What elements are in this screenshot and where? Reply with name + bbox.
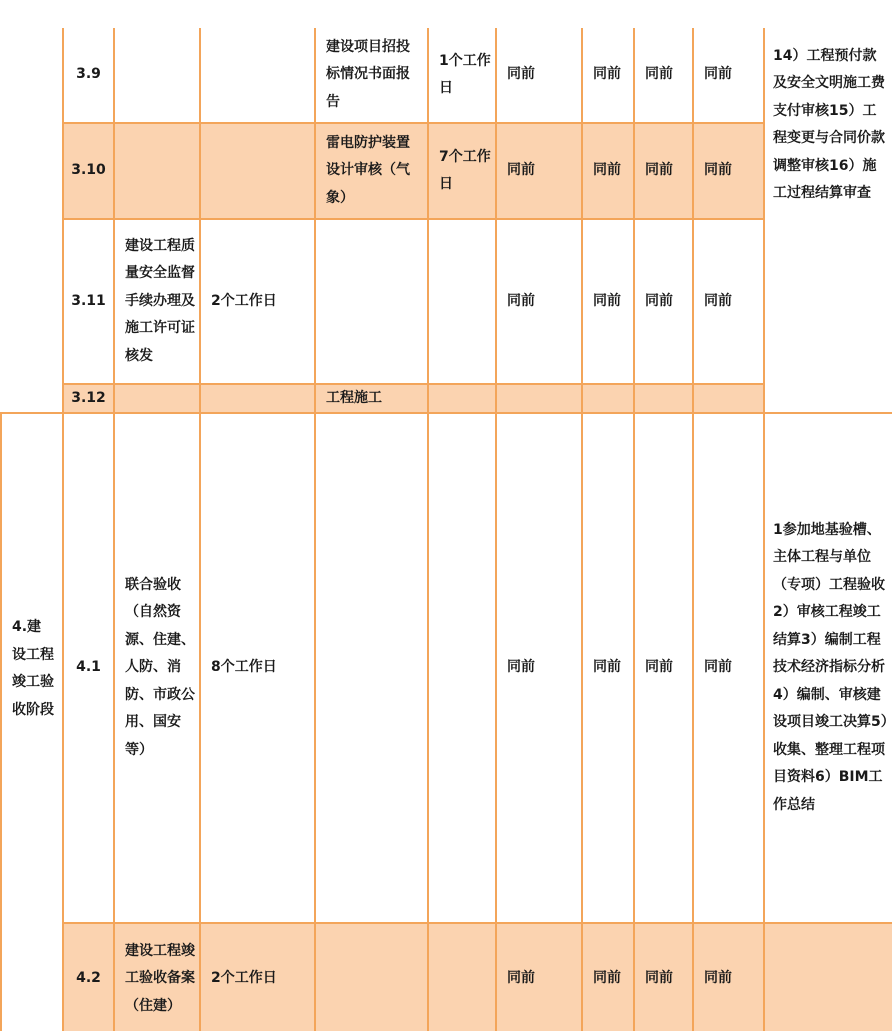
row-4-2-col2: 同前 [593, 970, 621, 987]
row-3-9-col4: 同前 [704, 66, 732, 83]
row-3-9-col1: 同前 [507, 66, 535, 83]
row-3-11-col4: 同前 [704, 292, 732, 309]
row-3-10-time: 7个工作日 [439, 148, 491, 192]
row-4-1-col1: 同前 [507, 659, 535, 676]
row-4-1-name: 联合验收（自然资源、住建、人防、消防、市政公用、国安等） [125, 576, 195, 758]
row-4-1-time: 8个工作日 [211, 659, 277, 676]
row-3-11-name: 建设工程质量安全监督手续办理及施工许可证核发 [125, 237, 195, 364]
row-4-1-col4: 同前 [704, 659, 732, 676]
stage-4-label: 4.建设工程竣工验收阶段 [12, 619, 54, 718]
row-4-1-col2: 同前 [593, 659, 621, 676]
row-3-10-item: 雷电防护装置设计审核（气象） [326, 134, 410, 206]
row-3-9-col2: 同前 [593, 66, 621, 83]
row-3-10-col3: 同前 [645, 162, 673, 179]
row-4-2-col3: 同前 [645, 970, 673, 987]
row-3-11-col2: 同前 [593, 292, 621, 309]
row-4-2-name: 建设工程竣工验收备案（住建） [125, 942, 195, 1014]
row-3-10-col2: 同前 [593, 162, 621, 179]
row-3-12-item: 工程施工 [326, 389, 382, 406]
row-4-2-col4: 同前 [704, 970, 732, 987]
row-3-11-time: 2个工作日 [211, 292, 277, 309]
row-3-12-number: 3.12 [71, 389, 106, 406]
row-3-10-col1: 同前 [507, 162, 535, 179]
row-4-1-col3: 同前 [645, 659, 673, 676]
stage-3-remarks: 14）工程预付款及安全文明施工费支付审核15）工程变更与合同价款调整审核16）施工过程结算审查 [773, 47, 885, 201]
row-3-10-number: 3.10 [71, 162, 106, 179]
row-4-2-time: 2个工作日 [211, 970, 277, 987]
row-4-2-number: 4.2 [76, 970, 101, 987]
row-3-9-time: 1个工作日 [439, 52, 491, 96]
stage-4-remarks: 1参加地基验槽、主体工程与单位（专项）工程验收2）审核工程竣工结算3）编制工程技术经济指标分析4）编制、审核建设项目竣工决算5）收集、整理工程项目资料6）BIM工作总结 [773, 521, 888, 813]
row-3-11-number: 3.11 [71, 292, 106, 309]
row-3-10-col4: 同前 [704, 162, 732, 179]
row-4-1-number: 4.1 [76, 659, 101, 676]
row-3-9-col3: 同前 [645, 66, 673, 83]
row-3-9-number: 3.9 [76, 66, 101, 83]
row-3-11-col3: 同前 [645, 292, 673, 309]
row-3-11-col1: 同前 [507, 292, 535, 309]
row-3-9-item: 建设项目招投标情况书面报告 [326, 38, 410, 110]
row-4-2-col1: 同前 [507, 970, 535, 987]
